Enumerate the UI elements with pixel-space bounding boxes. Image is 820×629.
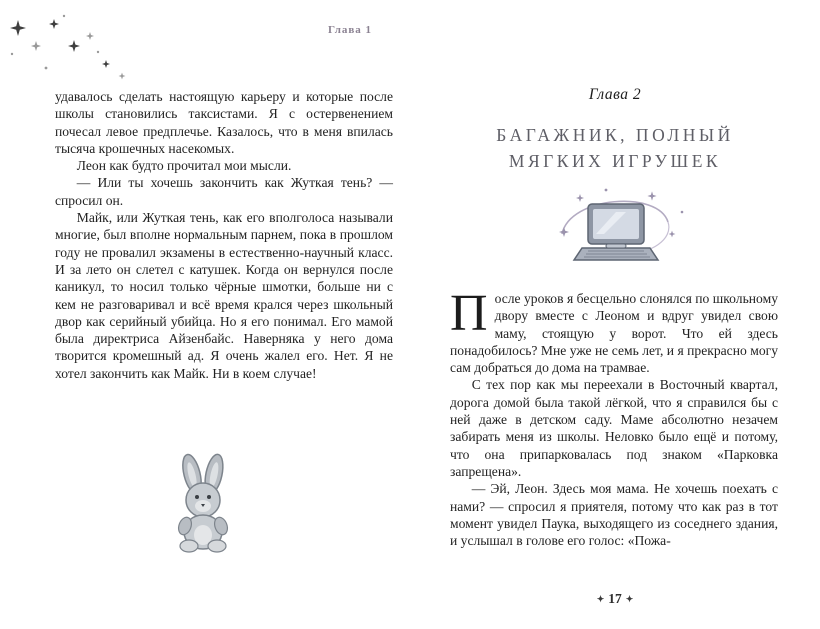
- plush-bunny-icon: [158, 452, 250, 554]
- paragraph: — Или ты хочешь закончить как Жуткая тень? — спросил он.: [55, 175, 393, 208]
- right-page-text: [450, 285, 778, 549]
- left-page-text: [55, 88, 393, 382]
- page-number: [410, 591, 820, 607]
- paragraph: — Эй, Леон. Здесь моя мама. Не хочешь поехать с нами? — спросил я приятеля, потому что как раз в тот момент увидел Паука, выходящего из соседнего здания, и услышал в голове его голос: «Пожа-: [450, 481, 778, 549]
- laptop-sparkles-illustration: [540, 182, 690, 282]
- page-number-ornament-left-icon: ✦: [596, 594, 605, 604]
- page-number-value: 17: [608, 591, 622, 606]
- paragraph-with-dropcap: [450, 285, 778, 376]
- plush-bunny-illustration: [158, 452, 250, 554]
- paragraph-text: осле уроков я бесцельно слонялся по школьному двору вместе с Леоном и вдруг увидел свою маму, стоящую у ворот. Что ей здесь понадобилось? Мне уже не семь лет, и я прекрасно могу сам добраться до дома на трамвае.: [450, 291, 778, 376]
- drop-cap: П: [450, 285, 488, 342]
- page-number-ornament-right-icon: ✦: [625, 594, 634, 604]
- running-header: Глава 1: [327, 24, 373, 36]
- paragraph: Леон как будто прочитал мои мысли.: [76, 158, 292, 174]
- right-page: [410, 0, 820, 629]
- chapter-title-line1: БАГАЖНИК, ПОЛНЫЙ: [496, 125, 734, 145]
- chapter-label: Глава 2: [588, 86, 642, 103]
- chapter-title: [410, 122, 820, 174]
- paragraph: Майк, или Жуткая тень, как его вполголоса называли многие, был вполне нормальным парнем, пока в прошлом году не провалил экзамены в естественно-научный класс. И за лето он слетел с катушек. Когда он вернулся после каникул, то носил только чёрные шмотки, больше ни с кем не разговаривал и всё время крался через школьный двор как серийный убийца. Но я его понимал. Его мамой была директриса Айзенбайс. Наверняка у него дома творится кромешный ад. Я очень жалел его. Нет. Я не хотел закончить как Майк. Ни в коем случае!: [55, 210, 393, 381]
- paragraph: С тех пор как мы переехали в Восточный квартал, дорога домой была такой лёгкой, что я справился бы с ней даже в детском саду. Маме абсолютно незачем забирать меня из школы. Неловко было ещё и потому, что она припарковалась под знаком «Парковка запрещена».: [450, 377, 778, 479]
- chapter-title-line2: МЯГКИХ ИГРУШЕК: [508, 151, 722, 171]
- paragraph: удавалось сделать настоящую карьеру и которые после школы становились таксистами. Я с остервенением почесал левое предплечье. Казалось, что в меня впилась тысяча крошечных насекомых.: [55, 89, 393, 156]
- laptop-sparkles-icon: [540, 182, 690, 282]
